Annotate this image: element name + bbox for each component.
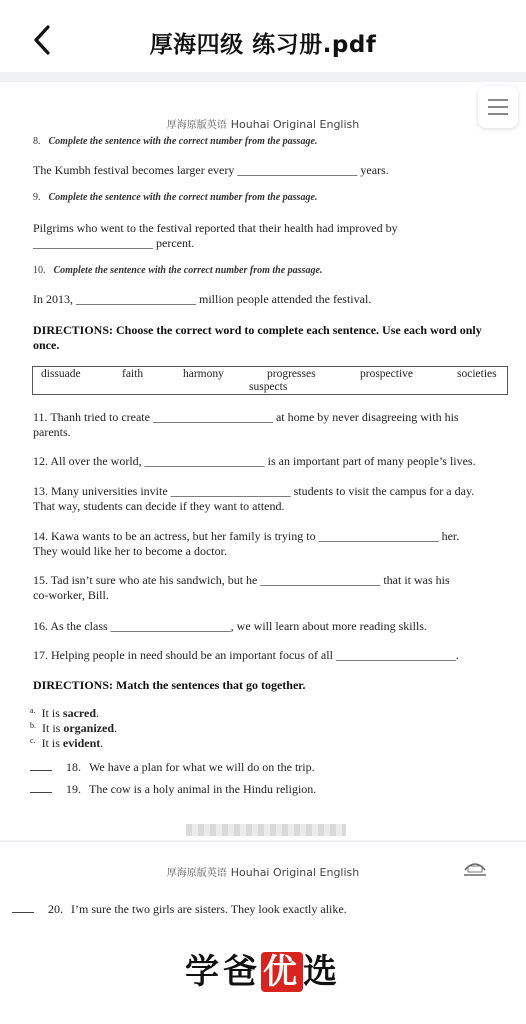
word-bank (32, 366, 508, 395)
page-header (0, 864, 526, 879)
app-header (0, 0, 526, 82)
page-header-en: Houhai Original English (230, 866, 360, 879)
question-text: The Kumbh festival becomes larger every ____________________ years. (33, 163, 389, 177)
sentence-line: 16. As the class ____________________, we will learn about more reading skills. (33, 619, 427, 633)
question-instruction: 10. Complete the sentence with the correct number from the passage. (33, 265, 323, 276)
page-header-cn: 厚海原版英语 (166, 120, 227, 131)
page-header (0, 116, 526, 131)
document-title: 厚海四级 练习册.pdf (149, 32, 377, 58)
word-bank-item: prospective (360, 368, 414, 380)
question-text: ____________________ percent. (33, 236, 195, 250)
pdf-viewer[interactable] (0, 72, 526, 922)
match-option: $^{c.}$ It is evident. (30, 736, 104, 750)
page-header-en: Houhai Original English (230, 118, 360, 131)
word-bank-item: societies (457, 368, 497, 380)
match-item: 19. The cow is a holy animal in the Hindu religion. (30, 782, 316, 797)
question-text: In 2013, ____________________ million people attended the festival. (33, 292, 372, 306)
sentence-line: 12. All over the world, ____________________ is an important part of many people’s lives. (33, 454, 476, 468)
pdf-page-1 (0, 82, 526, 840)
question-text: Pilgrims who went to the festival reported that their health had improved by (33, 221, 398, 235)
match-item: 18. We have a plan for what we will do on the trip. (30, 760, 315, 775)
match-option: $^{b.}$ It is organized. (30, 721, 118, 735)
word-bank-item: faith (122, 368, 144, 380)
word-bank-item: dissuade (41, 368, 81, 380)
answer-blank[interactable] (30, 770, 52, 771)
sentence-line: co-worker, Bill. (33, 588, 109, 602)
question-instruction: 9. Complete the sentence with the correct number from the passage. (33, 192, 318, 203)
answer-blank[interactable] (30, 792, 52, 793)
brand-watermark: 学爸优选 (185, 952, 341, 992)
match-item: 20. I’m sure the two girls are sisters. They look exactly alike. (12, 902, 347, 917)
sentence-line: 11. Thanh tried to create ____________________ at home by never disagreeing with his (33, 410, 459, 424)
pdf-page-2 (0, 842, 526, 922)
sentence-line: parents. (33, 425, 71, 439)
directions-heading: DIRECTIONS: Match the sentences that go together. (33, 678, 306, 692)
word-bank-item: progresses (267, 368, 316, 380)
sentence-line: 14. Kawa wants to be an actress, but her family is trying to ____________________ her. (33, 529, 460, 543)
directions-heading: DIRECTIONS: Choose the correct word to complete each sentence. Use each word only once. (33, 323, 482, 352)
hamburger-menu-icon (488, 99, 508, 115)
sentence-line: 15. Tad isn’t sure who ate his sandwich, but he ____________________ that it was his (33, 573, 450, 587)
menu-button[interactable] (478, 86, 518, 128)
question-instruction: 8. Complete the sentence with the correct number from the passage. (33, 136, 318, 147)
sentence-line: 13. Many universities invite ____________________ students to visit the campus for a day. (33, 484, 475, 498)
match-option: $^{a.}$ It is sacred. (30, 706, 100, 720)
sentence-line: That way, students can decide if they want to attend. (33, 499, 285, 513)
word-bank-item: harmony (183, 368, 224, 380)
sentence-line: They would like her to become a doctor. (33, 544, 227, 558)
answer-blank[interactable] (12, 912, 34, 913)
page-footer-blurred (186, 824, 346, 836)
sentence-line: 17. Helping people in need should be an important focus of all ____________________. (33, 648, 459, 662)
word-bank-item: suspects (249, 381, 288, 393)
publisher-logo-icon (462, 856, 488, 878)
page-header-cn: 厚海原版英语 (166, 868, 227, 879)
